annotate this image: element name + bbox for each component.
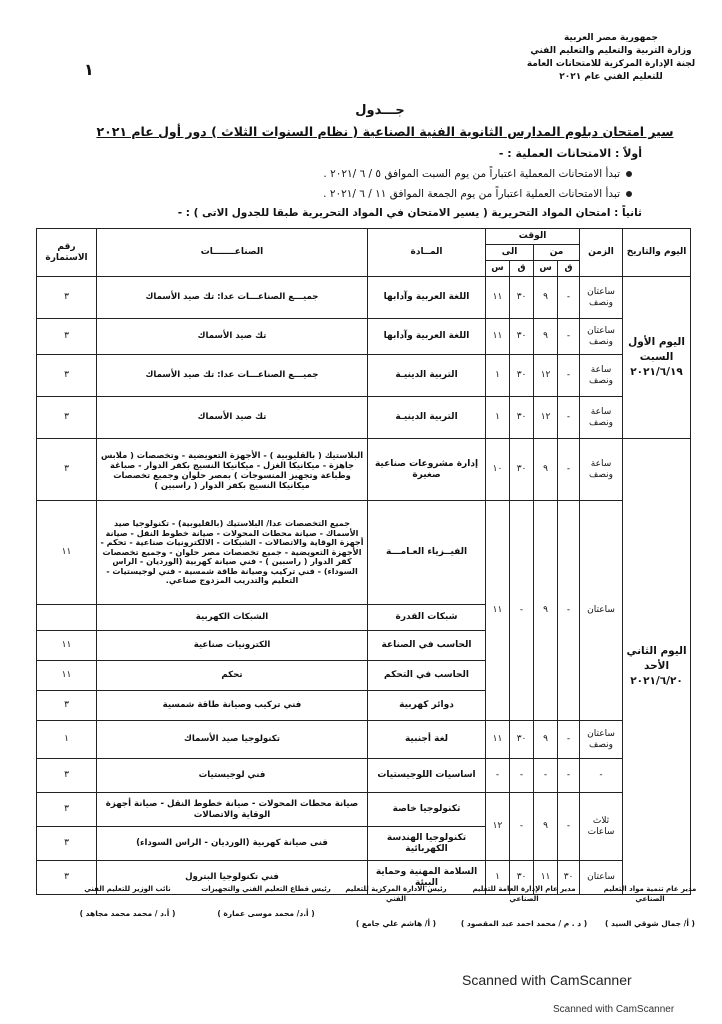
signature-name: ( د . م / محمد احمد عبد المقصود ) <box>460 919 588 928</box>
subject-cell: اللغة العربية وآدابها <box>368 277 486 319</box>
signature-title: رئيس قطاع التعليم الفني والتجهيزات <box>201 885 331 893</box>
subject-cell: لغة أجنبية <box>368 721 486 759</box>
signature-block <box>200 884 332 919</box>
form-cell: ٣ <box>37 827 97 861</box>
industries-cell: تك صيد الأسماك <box>97 319 368 355</box>
to-hour-cell: ١ <box>486 861 510 895</box>
signature-block <box>590 884 710 929</box>
scanner-watermark-small: Scanned with CamScanner <box>553 1004 675 1015</box>
duration-cell: ساعتان ونصف <box>580 319 623 355</box>
col-from-hours: س <box>534 261 558 277</box>
signature-block <box>460 884 588 929</box>
industries-cell: جميع التخصصات عدا/ البلاستيك (بالقليوبية) - تكنولوجيا صيد الأسماك - صيانة محطات المحولات - صيانة خطوط النقل - صيانة أجهزة الوقاية والاتصالات - الشبكات - الالكترونيات صناعية - تحكم - الأجهزة التعويضية - جميع تخصصات مصر حلوان - وجميع تخصصات كفر الدوار ( راسبين ) - فني صيانة كهربية (الورديان - الراس السوداء) - فني تركيب وصيانة طاقة شمسية - فني لوجيستيات - التعليم والتدريب المزدوج صناعي. <box>97 501 368 605</box>
subject-cell: شبكات القدرة <box>368 605 486 631</box>
industries-cell: الشبكات الكهربية <box>97 605 368 631</box>
col-subject: المــادة <box>368 229 486 277</box>
subject-cell: اساسيات اللوجيستيات <box>368 759 486 793</box>
from-hour-cell: ١٢ <box>534 397 558 439</box>
duration-cell: ساعة ونصف <box>580 355 623 397</box>
duration-cell: ساعة ونصف <box>580 397 623 439</box>
col-to: الى <box>486 245 534 261</box>
table-row <box>37 759 691 793</box>
form-cell: ١١ <box>37 501 97 605</box>
form-cell: ٣ <box>37 355 97 397</box>
from-min-cell: - <box>558 759 580 793</box>
subject-cell: تكنولوجيا الهندسة الكهربائية <box>368 827 486 861</box>
document-title: سير امتحان دبلوم المدارس الثانوية الفنية الصناعية ( نظام السنوات الثلاث ) دور أول عام ٢٠٢١ <box>96 124 674 139</box>
bullet-text: تبدأ الامتحانات العملية اعتباراً من يوم الجمعة الموافق ١١ / ٦ /٢٠٢١ . <box>323 188 620 200</box>
bullet-practical-exams <box>323 188 632 200</box>
subject-cell: الحاسب في التحكم <box>368 661 486 691</box>
col-to-minutes: ق <box>510 261 534 277</box>
table-row <box>37 319 691 355</box>
day-one-cell: اليوم الأول السبت ٢٠٢١/٦/١٩ <box>623 277 691 439</box>
to-hour-cell: ١١ <box>486 319 510 355</box>
from-min-cell: - <box>558 793 580 861</box>
bullet-lab-exams <box>323 168 632 180</box>
subject-cell: دوائر كهربية <box>368 691 486 721</box>
from-min-cell: - <box>558 439 580 501</box>
subject-cell: التربية الدينيـة <box>368 397 486 439</box>
subject-cell: التربية الدينيـة <box>368 355 486 397</box>
from-hour-cell: ٩ <box>534 721 558 759</box>
signature-name: ( أ/ هاشم علي جامع ) <box>355 919 437 928</box>
to-min-cell: ٣٠ <box>510 397 534 439</box>
to-hour-cell: ١١ <box>486 721 510 759</box>
industries-cell: تكنولوجيا صيد الأسماك <box>97 721 368 759</box>
from-min-cell: ٣٠ <box>558 861 580 895</box>
to-hour-cell: - <box>486 759 510 793</box>
form-cell: ٣ <box>37 277 97 319</box>
signature-name: ( أ.د/ محمد موسى عمارة ) <box>217 909 315 918</box>
to-min-cell: ٣٠ <box>510 721 534 759</box>
from-min-cell: - <box>558 355 580 397</box>
subject-cell: إدارة مشروعات صناعية صغيرة <box>368 439 486 501</box>
to-min-cell: ٣٠ <box>510 319 534 355</box>
form-cell: ٣ <box>37 861 97 895</box>
from-hour-cell: ١٢ <box>534 355 558 397</box>
industries-cell: فني تركيب وصيانة طاقة شمسية <box>97 691 368 721</box>
table-row <box>37 793 691 827</box>
subject-cell: السلامة المهنية وحماية البيئة <box>368 861 486 895</box>
from-min-cell: - <box>558 319 580 355</box>
table-row <box>37 501 691 605</box>
to-min-cell: ٣٠ <box>510 861 534 895</box>
form-cell: ١١ <box>37 661 97 691</box>
to-hour-cell: ١ <box>486 355 510 397</box>
to-min-cell: - <box>510 501 534 721</box>
col-time: الوقت <box>486 229 580 245</box>
bullet-icon <box>626 191 632 197</box>
to-hour-cell: ١٠ <box>486 439 510 501</box>
col-day-date: اليوم والتاريخ <box>623 229 691 277</box>
from-min-cell: - <box>558 277 580 319</box>
from-min-cell: - <box>558 721 580 759</box>
signature-title: نائب الوزير للتعليم الفني <box>84 885 171 893</box>
header-line: للتعليم الفني عام ٢٠٢١ <box>559 72 663 82</box>
col-from-minutes: ق <box>558 261 580 277</box>
form-cell <box>37 605 97 631</box>
col-form-number: رقم الاستمارة <box>37 229 97 277</box>
duration-cell: ساعتان <box>580 861 623 895</box>
to-min-cell: - <box>510 793 534 861</box>
to-min-cell: ٣٠ <box>510 277 534 319</box>
table-row <box>37 721 691 759</box>
industries-cell: صيانة محطات المحولات - صيانة خطوط النقل - صيانة أجهزة الوقاية والاتصالات <box>97 793 368 827</box>
from-min-cell: - <box>558 501 580 721</box>
duration-cell: - <box>580 759 623 793</box>
form-cell: ٣ <box>37 439 97 501</box>
from-hour-cell: ٩ <box>534 501 558 721</box>
header-line: لجنة الإدارة المركزية للامتحانات العامة <box>526 59 696 69</box>
industries-cell: تك صيد الأسماك <box>97 397 368 439</box>
duration-cell: ساعتان ونصف <box>580 721 623 759</box>
signature-title: رئيس الادارة المركزية للتعليم الفني <box>345 885 447 903</box>
form-cell: ١ <box>37 721 97 759</box>
to-min-cell: ٣٠ <box>510 355 534 397</box>
to-min-cell: ٣٠ <box>510 439 534 501</box>
form-cell: ٣ <box>37 793 97 827</box>
from-hour-cell: ١١ <box>534 861 558 895</box>
to-hour-cell: ١ <box>486 397 510 439</box>
section-written: ثانياً : امتحان المواد التحريرية ( يسير الامتحان في المواد التحريرية طبقا للجدول الاتى ) : - <box>177 207 642 219</box>
col-to-hours: س <box>486 261 510 277</box>
table-row <box>37 397 691 439</box>
duration-cell: ساعتان ونصف <box>580 277 623 319</box>
exam-schedule-table <box>36 228 691 895</box>
industries-cell: البلاستيك ( بالقليوبية ) - الأجهزة التعويضية - وتخصصات ( ملابس جاهزة - ميكانيكا الغزل - ميكانيكا النسيج بكفر الدوار - صباغة وطباعة وتجهيز المنسوجات ) بمصر حلوان وجميع تخصصات ميكانيكا النسيج بكفر الدوار ( راسبين ) <box>97 439 368 501</box>
page-number: ١ <box>84 60 94 79</box>
signature-title: مدير عام الإدارة العامة للتعليم الصناعي <box>472 885 576 903</box>
form-cell: ٣ <box>37 691 97 721</box>
table-row <box>37 277 691 319</box>
scanner-watermark: Scanned with CamScanner <box>462 972 632 988</box>
signature-name: ( أ/ جمال شوقي السيد ) <box>605 919 695 928</box>
from-hour-cell: ٩ <box>534 319 558 355</box>
subject-cell: تكنولوجيا خاصة <box>368 793 486 827</box>
header-line: وزارة التربية والتعليم والتعليم الفني <box>530 46 692 56</box>
to-hour-cell: ١٢ <box>486 793 510 861</box>
document-heading: جـــدول <box>355 103 405 118</box>
signature-block <box>335 884 457 929</box>
signature-block <box>60 884 195 919</box>
from-hour-cell: ٩ <box>534 439 558 501</box>
table-row <box>37 439 691 501</box>
industries-cell: جميـــع الصناعـــات عدا: تك صيد الأسماك <box>97 277 368 319</box>
duration-cell: ساعة ونصف <box>580 439 623 501</box>
form-cell: ٣ <box>37 759 97 793</box>
section-practical: أولاً : الامتحانات العملية : - <box>498 147 642 160</box>
to-min-cell: - <box>510 759 534 793</box>
industries-cell: فنى صيانة كهربية (الورديان - الراس السوداء) <box>97 827 368 861</box>
form-cell: ٣ <box>37 319 97 355</box>
col-duration: الزمن <box>580 229 623 277</box>
day-two-cell: اليوم الثاني الأحد ٢٠٢١/٦/٢٠ <box>623 439 691 895</box>
bullet-text: تبدأ الامتحانات المعملية اعتباراً من يوم السبت الموافق ٥ / ٦ /٢٠٢١ . <box>323 168 620 180</box>
header-line: جمهورية مصر العربية <box>563 33 659 43</box>
col-from: من <box>534 245 580 261</box>
from-hour-cell: ٩ <box>534 793 558 861</box>
duration-cell: ثلاث ساعات <box>580 793 623 861</box>
industries-cell: فني لوجيستيات <box>97 759 368 793</box>
to-hour-cell: ١١ <box>486 277 510 319</box>
form-cell: ١١ <box>37 631 97 661</box>
industries-cell: جميـــع الصناعـــات عدا: تك صيد الأسماك <box>97 355 368 397</box>
subject-cell: الفيــزياء العـامـــة <box>368 501 486 605</box>
form-cell: ٣ <box>37 397 97 439</box>
from-min-cell: - <box>558 397 580 439</box>
signature-name: ( أ.د / محمد محمد مجاهد ) <box>79 909 176 918</box>
industries-cell: تحكم <box>97 661 368 691</box>
subject-cell: اللغة العربية وآدابها <box>368 319 486 355</box>
to-hour-cell: ١١ <box>486 501 510 721</box>
duration-cell: ساعتان <box>580 501 623 721</box>
from-hour-cell: ٩ <box>534 277 558 319</box>
ministry-header <box>526 32 696 84</box>
from-hour-cell: - <box>534 759 558 793</box>
subject-cell: الحاسب في الصناعة <box>368 631 486 661</box>
signature-title: مدير عام تنمية مواد التعليم الصناعي <box>603 885 697 903</box>
bullet-icon <box>626 171 632 177</box>
table-row <box>37 355 691 397</box>
industries-cell: فني تكنولوجيا البترول <box>97 861 368 895</box>
col-industries: الصناعـــــــات <box>97 229 368 277</box>
industries-cell: الكترونيات صناعية <box>97 631 368 661</box>
